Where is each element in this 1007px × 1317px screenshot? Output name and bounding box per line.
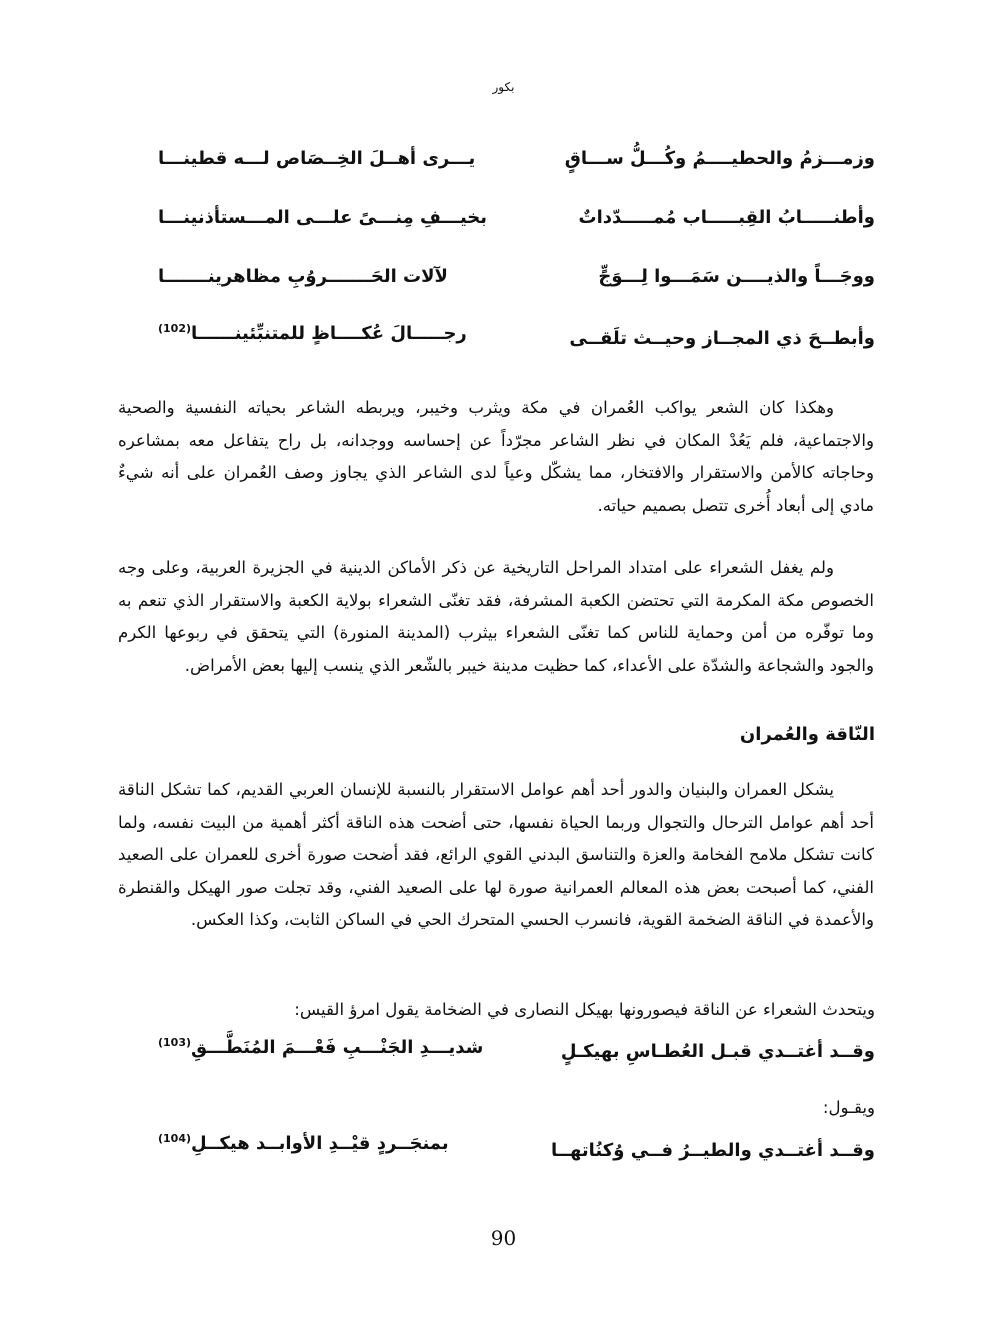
intro-verse-2: ويقـول: bbox=[822, 1098, 875, 1117]
footnote-ref-104: (104) bbox=[158, 1132, 192, 1145]
verse-1-first-hemistich: وزمـــزمُ والحطيــــمُ وكُـــلُّ ســـاقٍ bbox=[564, 148, 875, 169]
paragraph-2: ولم يغفل الشعراء على امتداد المراحل التاريخية عن ذكر الأماكن الدينية في الجزيرة العربية، وعلى وجه الخصوص مكة المكرمة التي تحتضن الكعبة المشرفة، فقد تغنّى الشعراء بولاية الكعبة والاستقرار الذي تنعم به وما توفّره من أمن وحماية للناس كما تغنّى الشعراء بيثرب (المدينة المنورة) التي يتحقق في ربوعها الكرم والجود والشجاعة والشدّة على الأعداء، كما حظيت مدينة خيبر بالشّعر الذي ينسب إليها بعض الأمراض. bbox=[118, 558, 874, 675]
verse-6-second-hemistich: بمنجَــردٍ قيْــدِ الأوابــد هيكــلِ$^{(104)}$ bbox=[158, 1132, 449, 1154]
verse-4-first-hemistich: وأبطــحَ ذي المجــاز وحيــث تلَقــى bbox=[569, 328, 875, 349]
footnote-ref-102: (102) bbox=[158, 322, 192, 335]
verse-4-second-hemistich: رجـــــالَ عُكــــاظٍ للمتنبِّئينــــــا$^{(102)}$ bbox=[158, 322, 467, 344]
verse-1-second-hemistich: يـــرى أهــلَ الخِــصَاص لـــه قطينـــا bbox=[158, 148, 476, 169]
footnote-ref-103: (103) bbox=[158, 1036, 192, 1049]
verse-5-first-hemistich: وقــد أغتــدي قبـل العُطـاسِ بهيكـلٍ bbox=[560, 1041, 875, 1062]
verse-2-second-hemistich: بخيـــفِ مِنـــىً علـــى المـــستأذنينـــا bbox=[158, 207, 488, 228]
verse-2-first-hemistich: وأطنـــــابُ القِبـــــاب مُمـــــدّداتٌ bbox=[578, 207, 875, 228]
verse-6-first-hemistich: وقــد أغتــدي والطيــرُ فــي وُكنُاتهــا bbox=[550, 1140, 875, 1161]
verse-5-second-hemistich: شديـــدِ الجَنْـــبِ فَعْـــمَ المُنَطَّـــقِ$^{(103)}$ bbox=[158, 1036, 484, 1058]
paragraph-3: يشكل العمران والبنيان والدور أحد أهم عوامل الاستقرار بالنسبة للإنسان العربي القديم، كما تشكل الناقة أحد أهم عوامل الترحال والتجوال وربما الحياة نفسها، حتى أضحت هذه الناقة أكثر أهمية من البيت نفسه، ولما كانت تشكل ملامح الفخامة والعزة والتناسق البدني القوي الرائع، فقد أضحت صورة أخرى للعمران على الصعيد الفني، كما أصبحت بعض هذه المعالم العمرانية صورة لها على الصعيد الفني، وقد تجلت صور الهيكل والقنطرة والأعمدة في الناقة الضخمة القوية، فانسرب الحسي المتحرك الحي في الساكن الثابت، وكذا العكس. bbox=[118, 780, 874, 930]
intro-verse-1: ويتحدث الشعراء عن الناقة فيصورونها بهيكل النصارى في الضخامة يقول امرؤ القيس: bbox=[294, 1000, 875, 1019]
section-heading: النّاقة والعُمران bbox=[739, 724, 875, 745]
running-header: بكور bbox=[492, 80, 515, 94]
paragraph-1: وهكذا كان الشعر يواكب العُمران في مكة ويثرب وخيبر، ويربطه الشاعر بحياته النفسية والصحية والاجتماعية، فلم يَعُدْ المكان في نظر الشاعر مجرّداً عن إحساسه ووجدانه، بل راح يتفاعل معه بمشاعره وحاجاته كالأمن والاستقرار والافتخار، مما يشكّل وعياً لدى الشاعر الذي يجاوز وصف العُمران على أنه شيءٌ مادي إلى أبعاد أُخرى تتصل بصميم حياته. bbox=[118, 398, 874, 515]
verse-3-first-hemistich: ووجَـــاً والذيــــن سَمَـــوا لِـــوَجٍّ bbox=[598, 266, 875, 287]
verse-3-second-hemistich: لآلات الحَـــــــروُبِ مظاهرينـــــــا bbox=[158, 266, 448, 287]
page-number: 90 bbox=[490, 1226, 517, 1250]
